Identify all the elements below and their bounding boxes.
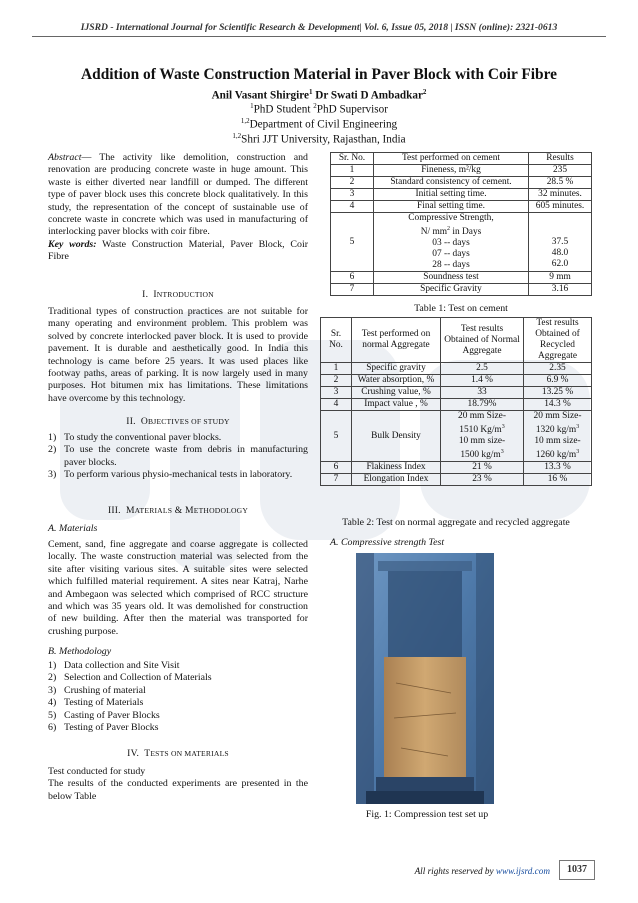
- table-cell: 32 minutes.: [529, 189, 592, 201]
- cell-text: 1500 kg/m: [460, 450, 501, 461]
- table-cell: Specific gravity: [352, 363, 441, 375]
- table-cell: 14.3 %: [524, 399, 592, 411]
- list-number: 2): [48, 672, 57, 684]
- header-divider: [32, 36, 606, 37]
- header-cell: Test results Obtained of Normal Aggregate: [441, 318, 524, 363]
- table-cell: 13.25 %: [524, 387, 592, 399]
- table-cell: [441, 411, 524, 462]
- cell-line: [526, 447, 589, 461]
- heading-initial: O: [140, 416, 149, 427]
- table-row: [331, 165, 592, 177]
- table-cell: 23 %: [441, 474, 524, 486]
- table-row: [331, 213, 592, 272]
- section-heading-introduction: [48, 289, 308, 300]
- methodology-list: [48, 660, 308, 734]
- section-heading-materials: [48, 505, 308, 516]
- table-cell: Specific Gravity: [374, 284, 529, 296]
- cell-line: 03 -- days: [432, 238, 470, 249]
- header-cell: Sr. No.: [331, 153, 374, 165]
- table-cell: 13.3 %: [524, 462, 592, 474]
- table-2-caption: Table 2: Test on normal aggregate and recycled aggregate: [342, 517, 570, 528]
- table-cell: 28.5 %: [529, 177, 592, 189]
- heading-rest: BJECTIVES OF STUDY: [148, 417, 230, 426]
- table-cell: 5: [331, 213, 374, 272]
- footer-link[interactable]: www.ijsrd.com: [495, 866, 550, 876]
- table-cell: Crushing value, %: [352, 387, 441, 399]
- keywords-text: Waste Construction Material, Paver Block, Coir Fibre: [48, 238, 308, 263]
- subsection-methodology: B. Methodology: [48, 646, 112, 657]
- tests-line-1: Test conducted for study: [48, 766, 146, 777]
- header-cell: Test performed on cement: [374, 153, 529, 165]
- table-cell: Bulk Density: [352, 411, 441, 462]
- list-text: Selection and Collection of Materials: [64, 672, 212, 684]
- list-item: [48, 710, 308, 722]
- list-number: 1): [48, 432, 57, 443]
- role-1-sup: 1: [250, 102, 254, 110]
- list-number: 5): [48, 709, 57, 721]
- list-number: 1): [48, 660, 57, 671]
- list-item: [48, 697, 308, 709]
- cell-sup: 3: [576, 449, 580, 456]
- section-number: II.: [126, 416, 136, 427]
- tests-text: [48, 766, 308, 803]
- table-cement: [330, 152, 592, 296]
- list-item: [48, 432, 308, 444]
- univ-sup: 1,2: [232, 132, 242, 140]
- table-cell: 9 mm: [529, 272, 592, 284]
- table-cell: 1: [321, 363, 352, 375]
- list-item: [48, 469, 308, 481]
- table-cell: 4: [331, 201, 374, 213]
- table-row: [331, 272, 592, 284]
- table-cell: 6: [321, 462, 352, 474]
- section-number: I.: [142, 289, 149, 300]
- cell-line: 62.0: [551, 258, 569, 269]
- table-row: [321, 474, 592, 486]
- figure-1-caption: Fig. 1: Compression test set up: [365, 809, 489, 820]
- author-2-name: Dr Swati D Ambadkar: [312, 89, 423, 102]
- list-number: 2): [48, 444, 57, 456]
- affiliation-university: [20, 132, 618, 146]
- dept-sup: 1,2: [240, 117, 250, 125]
- cell-line: 10 mm size-: [458, 436, 506, 447]
- table-cell: [374, 213, 529, 272]
- table-cell: 21 %: [441, 462, 524, 474]
- table-cell: Water absorption, %: [352, 375, 441, 387]
- cell-line: Compressive Strength,: [408, 213, 494, 223]
- table-row: [321, 363, 592, 375]
- cell-sup: 3: [500, 449, 504, 456]
- table-row: [321, 387, 592, 399]
- table-cell: 3: [331, 189, 374, 201]
- table-row: [321, 411, 592, 462]
- cell-line: 28 -- days: [432, 260, 470, 271]
- author-roles: [20, 102, 618, 116]
- materials-text: Cement, sand, fine aggregate and coarse aggregate is collected locally. The waste construction material was selected from the site after visiting various sites. A suitable sites were selected which fulfilled material requirement. A sites near Katraj, Narhe and Ambegaon was selected which comprised of RCC structure and which was 35 years old. It was demolished for construction of new building. After then the material was transported for crushing purpose.: [48, 539, 308, 637]
- table-cell: 6.9 %: [524, 375, 592, 387]
- list-text: Crushing of material: [64, 684, 146, 696]
- table-row: [331, 284, 592, 296]
- cell-line: [526, 422, 589, 436]
- page-number: 1037: [559, 860, 595, 880]
- table-cell: Soundness test: [374, 272, 529, 284]
- table-cell: Elongation Index: [352, 474, 441, 486]
- list-item: [48, 685, 308, 697]
- cell-sup: 2: [447, 226, 451, 232]
- table-cell: 6: [331, 272, 374, 284]
- header-cell: Test performed on normal Aggregate: [352, 318, 441, 363]
- table-cell: 2: [321, 375, 352, 387]
- table-cell: 33: [441, 387, 524, 399]
- section-number: IV.: [127, 748, 140, 759]
- heading-rest: ETHODOLOGY: [193, 506, 249, 515]
- journal-header: IJSRD - International Journal for Scientific Research & Development| Vol. 6, Issue 05, 2018 | ISSN (online): 2321-0613: [80, 22, 558, 33]
- table-cell: Impact value , %: [352, 399, 441, 411]
- cell-line: 20 mm Size-: [533, 411, 582, 421]
- abstract-text: — The activity like demolition, construction and renovation are producing concrete waste in huge amount. This waste is either diverted near landfill or dumped. The different type of paver block uses this concrete block qualitatively. In this study, the representation of the concept of sustainable use of concrete waste in concrete which was used in manufacturing of interlocking paver blocks with coir fibre.: [48, 152, 308, 238]
- table-header-row: [321, 318, 592, 363]
- table-cell: 235: [529, 165, 592, 177]
- cell-text: 1320 kg/m: [535, 425, 577, 436]
- list-text: Casting of Paver Blocks: [64, 709, 160, 721]
- table-cell: 18.79%: [441, 399, 524, 411]
- header-cell: Results: [529, 153, 592, 165]
- section-heading-objectives: [48, 416, 308, 427]
- list-item: [48, 444, 308, 469]
- cell-line: 10 mm size-: [534, 436, 581, 447]
- table-cell: 7: [321, 474, 352, 486]
- subsection-compressive: A. Compressive strength Test: [330, 537, 445, 548]
- keywords-label: Key words:: [48, 238, 97, 250]
- cell-sup: 3: [576, 424, 580, 430]
- cell-text: N/ mm: [420, 227, 448, 238]
- role-1: PhD Student: [253, 103, 314, 116]
- objectives-list: [48, 432, 308, 482]
- cell-line: 37.5: [551, 236, 569, 247]
- table-cell: 2: [331, 177, 374, 189]
- heading-initial: I: [153, 289, 157, 300]
- list-text: To study the conventional paver blocks.: [64, 432, 222, 443]
- cell-line: 20 mm Size-: [458, 411, 506, 421]
- list-number: 4): [48, 697, 57, 709]
- dept-text: Department of Civil Engineering: [249, 118, 398, 131]
- table-cell: 5: [321, 411, 352, 462]
- table-cell: 16 %: [524, 474, 592, 486]
- list-item: [48, 722, 308, 734]
- list-number: 3): [48, 684, 57, 696]
- table-row: [331, 177, 592, 189]
- affiliation-department: [20, 117, 618, 131]
- table-cell: 1.4 %: [441, 375, 524, 387]
- heading-amp: &: [172, 505, 185, 516]
- table-cell: 2.35: [524, 363, 592, 375]
- table-cell: 3: [321, 387, 352, 399]
- paper-title: Addition of Waste Construction Material in Paver Block with Coir Fibre: [81, 66, 557, 83]
- cell-text: 1260 kg/m: [535, 450, 577, 461]
- list-number: 6): [48, 722, 57, 734]
- heading-rest: NTRODUCTION: [156, 290, 214, 299]
- table-cell: Fineness, m²/kg: [374, 165, 529, 177]
- table-row: [321, 375, 592, 387]
- cell-line: 48.0: [551, 247, 569, 258]
- author-2-sup: 2: [422, 88, 427, 96]
- heading-rest: ATERIALS: [134, 506, 173, 515]
- heading-initial: M: [125, 505, 135, 516]
- table-row: [321, 462, 592, 474]
- table-1-caption: Table 1: Test on cement: [414, 303, 508, 314]
- cell-sup: 3: [501, 424, 505, 430]
- list-text: Data collection and Site Visit: [64, 660, 180, 671]
- list-text: Testing of Paver Blocks: [64, 722, 159, 734]
- table-cell: 605 minutes.: [529, 201, 592, 213]
- table-cell: 3.16: [529, 284, 592, 296]
- author-line: [20, 88, 618, 102]
- heading-rest: ESTS ON MATERIALS: [150, 749, 229, 758]
- cell-line: 07 -- days: [432, 249, 470, 260]
- list-number: 3): [48, 469, 57, 481]
- table-header-row: [331, 153, 592, 165]
- subsection-materials: A. Materials: [48, 523, 98, 534]
- table-cell: [529, 213, 592, 272]
- table-cell: Flakiness Index: [352, 462, 441, 474]
- role-2: PhD Supervisor: [316, 103, 388, 116]
- footer-rights: [415, 866, 550, 876]
- list-item: [48, 660, 308, 672]
- table-row: [321, 399, 592, 411]
- univ-text: Shri JJT University, Rajasthan, India: [241, 133, 406, 146]
- introduction-text: Traditional types of construction practices are not suitable for many operating and environment problem. This problem was solved by concrete interlocked paver block. It is used to provide pavement. It is durable and aesthetically good. In India this technology is came before 25 years. It was used places like footway paths, areas of parking. It is now largely used in many purposes. Hot bitumen mix has limitations. These limitations have overcome by this technology.: [48, 306, 308, 404]
- cell-line: [376, 224, 526, 238]
- header-cell: Test results Obtained of Recycled Aggregate: [524, 318, 592, 363]
- abstract-block: [48, 152, 308, 264]
- abstract-label: Abstract: [48, 152, 82, 163]
- table-cell: 1: [331, 165, 374, 177]
- heading-initial: T: [144, 748, 151, 759]
- table-cell: Initial setting time.: [374, 189, 529, 201]
- table-cell: 2.5: [441, 363, 524, 375]
- author-1-sup: 1: [308, 88, 313, 96]
- compression-test-photo: [356, 553, 494, 804]
- heading-initial: M: [185, 505, 194, 516]
- header-cell: Sr. No.: [321, 318, 352, 363]
- table-aggregate: [320, 317, 592, 486]
- list-text: To use the concrete waste from debris in manufacturing paver blocks.: [64, 444, 308, 468]
- table-row: [331, 201, 592, 213]
- list-item: [48, 672, 308, 684]
- cell-text: in Days: [450, 227, 482, 238]
- list-text: To perform various physio-mechanical tests in laboratory.: [64, 469, 293, 481]
- table-cell: 7: [331, 284, 374, 296]
- section-heading-tests: [48, 748, 308, 759]
- section-number: III.: [107, 505, 121, 516]
- table-row: [331, 189, 592, 201]
- table-cell: Standard consistency of cement.: [374, 177, 529, 189]
- cell-text: 1510 Kg/m: [459, 425, 502, 436]
- cell-line: [443, 422, 521, 436]
- role-2-sup: 2: [313, 102, 317, 110]
- table-cell: [524, 411, 592, 462]
- list-text: Testing of Materials: [64, 697, 144, 709]
- tests-line-2: The results of the conducted experiments are presented in the below Table: [48, 778, 308, 802]
- table-cell: Final setting time.: [374, 201, 529, 213]
- footer-text: All rights reserved by: [414, 866, 496, 876]
- author-1-name: Anil Vasant Shirgire: [211, 89, 309, 102]
- cell-line: [443, 447, 521, 461]
- table-cell: 4: [321, 399, 352, 411]
